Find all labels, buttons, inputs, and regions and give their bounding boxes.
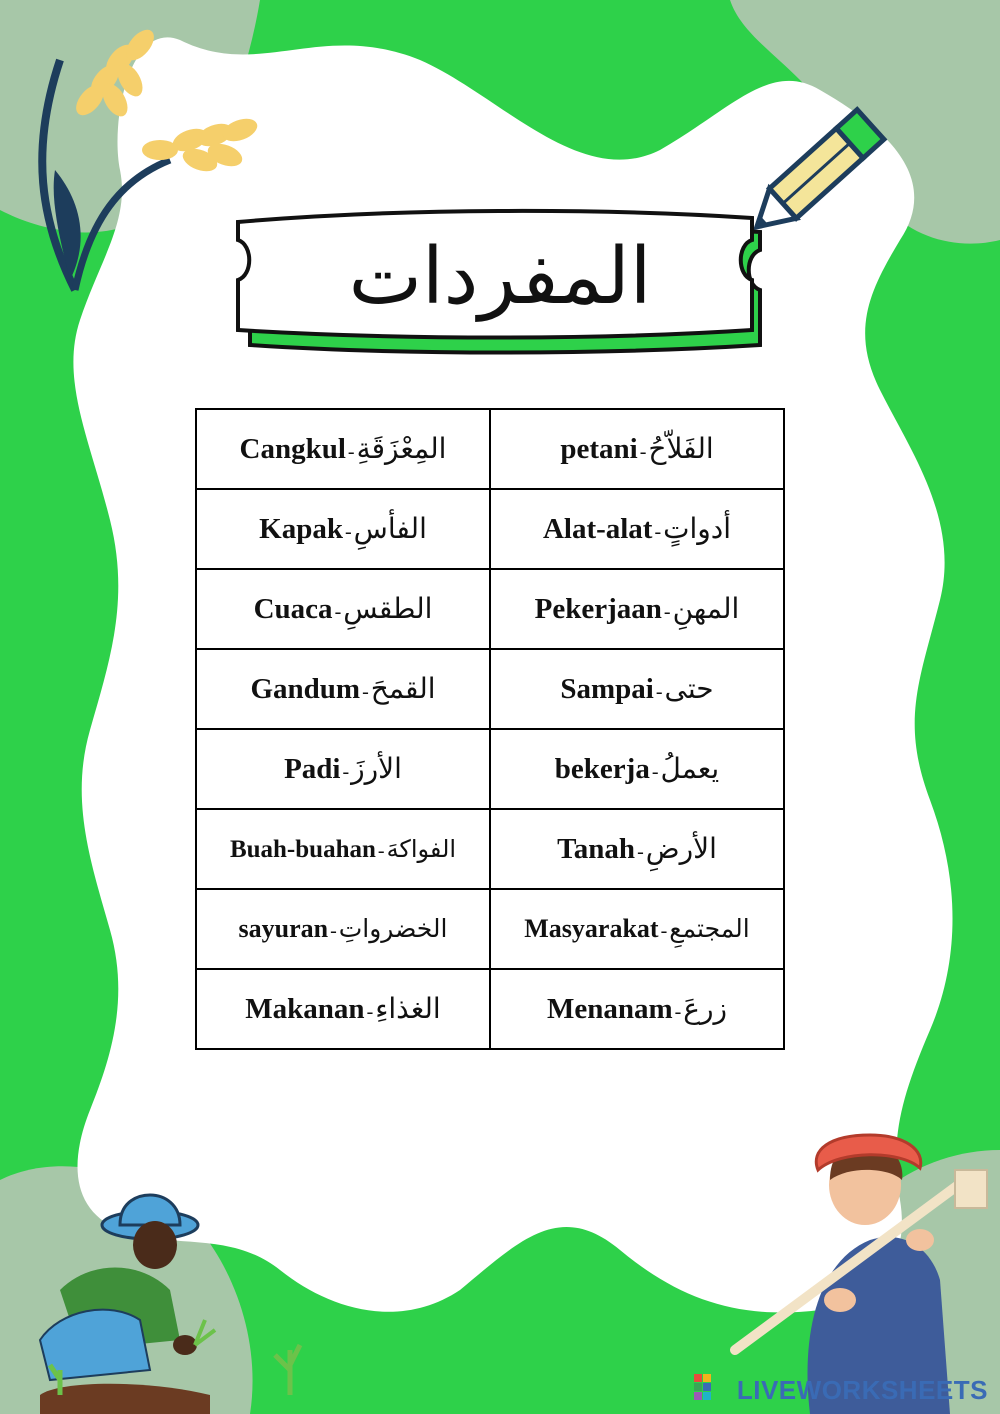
latin-word: Kapak (259, 513, 343, 545)
latin-word: Cangkul (239, 433, 346, 465)
latin-word: Padi (284, 753, 341, 785)
arabic-word: الأرزَ (351, 752, 402, 785)
vocab-cell: Masyarakat - المجتمعِ (490, 889, 784, 969)
arabic-word: المِعْزَقَةِ (356, 432, 447, 465)
latin-word: Menanam (546, 993, 673, 1025)
table-row (196, 409, 784, 489)
arabic-word: الفواكهَ (386, 834, 457, 863)
brand-name: LIVEWORKSHEETS (736, 1375, 988, 1405)
arabic-word: الخضرواتِ (338, 914, 448, 943)
arabic-word: أدواتٍ (663, 512, 732, 545)
liveworksheets-brand[interactable] (737, 1375, 988, 1406)
arabic-word: الغذاءِ (375, 992, 441, 1025)
latin-word: Masyarakat (524, 914, 659, 943)
vocab-cell: Cuaca - الطقسِ (196, 569, 490, 649)
vocab-cell: bekerja - يعملُ (490, 729, 784, 809)
vocab-cell: Alat-alat - أدواتٍ (490, 489, 784, 569)
vocab-cell: sayuran - الخضرواتِ (196, 889, 490, 969)
vocab-cell: Sampai - حتى (490, 649, 784, 729)
latin-word: Sampai (560, 673, 654, 705)
table-row (196, 569, 784, 649)
latin-word: Gandum (250, 673, 361, 705)
vocab-cell: Tanah - الأرضِ (490, 809, 784, 889)
latin-word: Makanan (245, 993, 365, 1025)
arabic-word: الطقسِ (343, 592, 433, 625)
arabic-word: حتى (664, 672, 714, 705)
table-row (196, 969, 784, 1049)
arabic-word: الفَلاّحُ (648, 432, 714, 465)
vocab-cell: Buah-buahan - الفواكهَ (196, 809, 490, 889)
table-row (196, 649, 784, 729)
vocab-cell: petani - الفَلاّحُ (490, 409, 784, 489)
latin-word: bekerja (554, 753, 650, 785)
latin-word: sayuran (238, 914, 329, 943)
latin-word: Cuaca (253, 593, 333, 625)
vocab-cell: Makanan - الغذاءِ (196, 969, 490, 1049)
vocabulary-table (195, 408, 785, 1050)
arabic-word: زرعَ (683, 992, 728, 1025)
arabic-word: المهنِ (672, 592, 740, 625)
table-row (196, 889, 784, 969)
latin-word: petani (560, 433, 638, 465)
page-title: المفردات (348, 232, 652, 322)
arabic-word: المجتمعِ (669, 914, 750, 943)
latin-word: Pekerjaan (534, 593, 662, 625)
latin-word: Alat-alat (542, 513, 653, 545)
vocab-cell: Cangkul - المِعْزَقَةِ (196, 409, 490, 489)
vocab-cell: Menanam - زرعَ (490, 969, 784, 1049)
vocab-cell: Kapak - الفأسِ (196, 489, 490, 569)
arabic-word: الأرضِ (645, 832, 717, 865)
table-row (196, 489, 784, 569)
arabic-word: يعملُ (660, 752, 720, 785)
latin-word: Tanah (557, 833, 636, 865)
arabic-word: الفأسِ (353, 512, 427, 545)
arabic-word: القمحَ (370, 672, 436, 705)
latin-word: Buah-buahan (229, 835, 376, 863)
vocab-cell: Gandum - القمحَ (196, 649, 490, 729)
table-row (196, 809, 784, 889)
table-row (196, 729, 784, 809)
vocab-cell: Pekerjaan - المهنِ (490, 569, 784, 649)
vocab-cell: Padi - الأرزَ (196, 729, 490, 809)
